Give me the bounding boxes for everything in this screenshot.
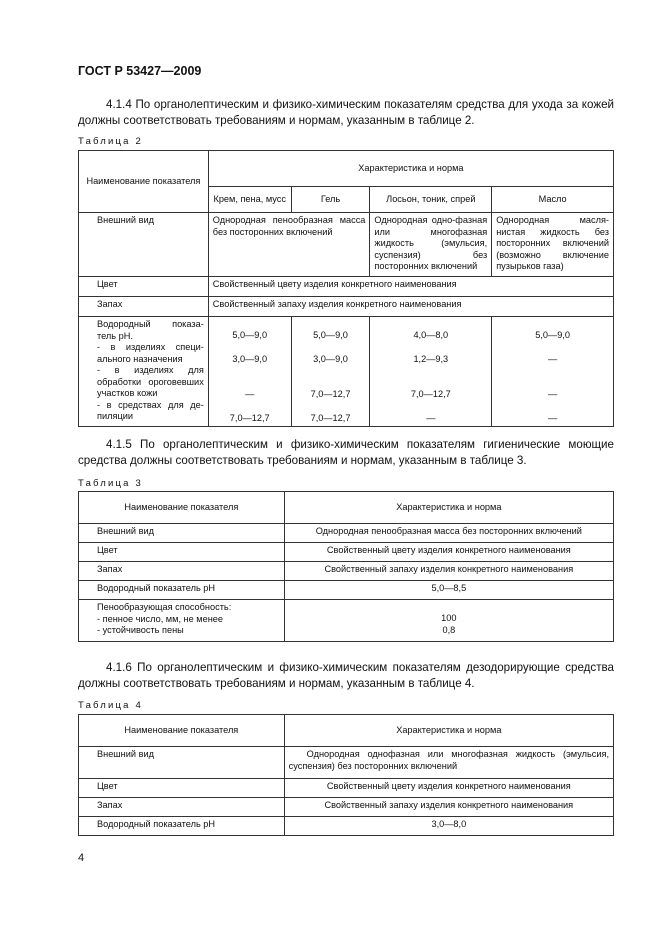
table-3-ph-value: 5,0—8,5 xyxy=(284,581,613,600)
table-4-ph-value: 3,0—8,0 xyxy=(284,817,613,836)
table-3-caption: Таблица 3 xyxy=(78,478,143,489)
table-2-appearance-name: Внешний вид xyxy=(79,213,209,277)
table-row xyxy=(79,297,614,317)
table-2-caption: Таблица 2 xyxy=(78,136,143,147)
document-header: ГОСТ Р 53427—2009 xyxy=(78,64,202,78)
table-2-ph-lotion-2: 7,0—12,7 xyxy=(410,389,451,399)
table-2-ph-oil-2: — xyxy=(548,389,558,399)
table-2-smell-value: Свойственный запаху изделия конкретного наименования xyxy=(208,297,613,317)
table-2-head-name: Наименование показателя xyxy=(79,151,209,213)
table-row xyxy=(79,817,614,836)
table-3-foam-stability-name: - устойчивость пены xyxy=(97,625,184,635)
table-2-ph-keratin: - в изделиях для обработки ороговевших участков кожи xyxy=(97,365,204,398)
table-2-appearance-oil: Однородная масля-нистая жидкость без посторонних включений (возможно включение пузырьков газа) xyxy=(492,213,614,277)
paragraph-4-1-4: 4.1.4 По органолептическим и физико-химическим показателям средства для ухода за кожей должны соответствовать требованиям и нормам, указанным в таблице 2. xyxy=(78,98,614,127)
table-3-foam-name: Пенообразующая способность: xyxy=(97,602,232,612)
table-4-color-value: Свойственный цвету изделия конкретного наименования xyxy=(284,779,613,798)
table-row xyxy=(79,277,614,297)
table-2-ph-oil-3: — xyxy=(548,412,558,423)
table-2-ph-oil-0: 5,0—9,0 xyxy=(535,330,570,340)
table-row xyxy=(79,747,614,779)
table-2-ph-cream-0: 5,0—9,0 xyxy=(232,330,268,340)
table-3-foam-number-value: 100 xyxy=(441,613,457,623)
table-2-ph-depilation: - в средствах для де-пиляции xyxy=(97,399,204,421)
table-3-smell-value: Свойственный запаху изделия конкретного наименования xyxy=(284,562,613,581)
table-row xyxy=(79,562,614,581)
table-2-ph-special: - в изделиях специ-ального назначения xyxy=(97,342,204,364)
table-4-appearance-name: Внешний вид xyxy=(79,747,285,779)
table-3-smell-name: Запах xyxy=(79,562,285,581)
table-2-ph-gel-2: 7,0—12,7 xyxy=(310,389,351,399)
table-4-color-name: Цвет xyxy=(79,779,285,798)
table-2-ph-lotion-3: — xyxy=(426,412,436,423)
table-3-ph-name: Водородный показатель рН xyxy=(79,581,285,600)
table-4 xyxy=(78,714,614,836)
table-3-foam-number-name: - пенное число, мм, не менее xyxy=(97,613,224,624)
table-2-ph-cream-1: 3,0—9,0 xyxy=(232,353,268,364)
table-3-color-name: Цвет xyxy=(79,543,285,562)
table-row xyxy=(79,600,614,642)
table-2-smell-name: Запах xyxy=(79,297,209,317)
table-3-color-value: Свойственный цвету изделия конкретного наименования xyxy=(284,543,613,562)
table-2 xyxy=(78,150,614,427)
table-2-col-lotion: Лосьон, тоник, спрей xyxy=(370,187,492,213)
table-row xyxy=(79,524,614,543)
table-2-ph-gel-3: 7,0—12,7 xyxy=(310,412,351,423)
table-row xyxy=(79,213,614,277)
table-3-foam-stability-value: 0,8 xyxy=(442,624,456,635)
table-2-ph-lotion-0: 4,0—8,0 xyxy=(413,330,449,340)
table-2-col-gel: Гель xyxy=(291,187,370,213)
table-row xyxy=(79,317,614,427)
table-4-head-value: Характеристика и норма xyxy=(284,715,613,747)
table-4-smell-name: Запах xyxy=(79,798,285,817)
table-3-head-name: Наименование показателя xyxy=(79,492,285,524)
table-2-ph-cream-3: 7,0—12,7 xyxy=(229,412,270,423)
table-row xyxy=(79,798,614,817)
table-2-appearance-cream-gel: Однородная пенообразная масса без посторонних включений xyxy=(208,213,370,277)
table-2-appearance-lotion: Однородная одно-фазная или многофазная жидкость (эмульсия, суспензия) без посторонних включений xyxy=(370,213,492,277)
table-3-appearance-name: Внешний вид xyxy=(79,524,285,543)
table-2-head-group: Характеристика и норма xyxy=(208,151,613,187)
table-2-col-cream: Крем, пена, мусс xyxy=(208,187,291,213)
table-2-ph-oil-1: — xyxy=(548,353,558,364)
table-2-ph-name: Водородный показа-тель рН. xyxy=(97,319,204,341)
table-4-smell-value: Свойственный запаху изделия конкретного наименования xyxy=(284,798,613,817)
table-2-ph-lotion-1: 1,2—9,3 xyxy=(413,353,449,364)
table-4-appearance-value: Однородная однофазная или многофазная жидкость (эмульсия, суспензия) без посторонних включений xyxy=(284,747,613,779)
table-row xyxy=(79,779,614,798)
table-2-color-value: Свойственный цвету изделия конкретного наименования xyxy=(208,277,613,297)
table-2-ph-cream-2: — xyxy=(245,389,255,399)
page-number: 4 xyxy=(78,852,85,864)
table-2-ph-gel-1: 3,0—9,0 xyxy=(313,353,348,364)
table-2-col-oil: Масло xyxy=(492,187,614,213)
table-row xyxy=(79,543,614,562)
table-3 xyxy=(78,491,614,642)
table-4-head-name: Наименование показателя xyxy=(79,715,285,747)
table-3-head-value: Характеристика и норма xyxy=(284,492,613,524)
table-row xyxy=(79,581,614,600)
table-3-appearance-value: Однородная пенообразная масса без посторонних включений xyxy=(284,524,613,543)
table-2-color-name: Цвет xyxy=(79,277,209,297)
paragraph-4-1-5: 4.1.5 По органолептическим и физико-химическим показателям гигиенические моющие средства должны соответствовать требованиям и нормам, указанным в таблице 3. xyxy=(78,438,614,467)
table-4-ph-name: Водородный показатель рН xyxy=(79,817,285,836)
table-4-caption: Таблица 4 xyxy=(78,700,143,711)
table-2-ph-gel-0: 5,0—9,0 xyxy=(313,330,348,340)
paragraph-4-1-6: 4.1.6 По органолептическим и физико-химическим показателям дезодорирующие средства должны соответствовать требованиям и нормам, указанным в таблице 4. xyxy=(78,661,614,690)
